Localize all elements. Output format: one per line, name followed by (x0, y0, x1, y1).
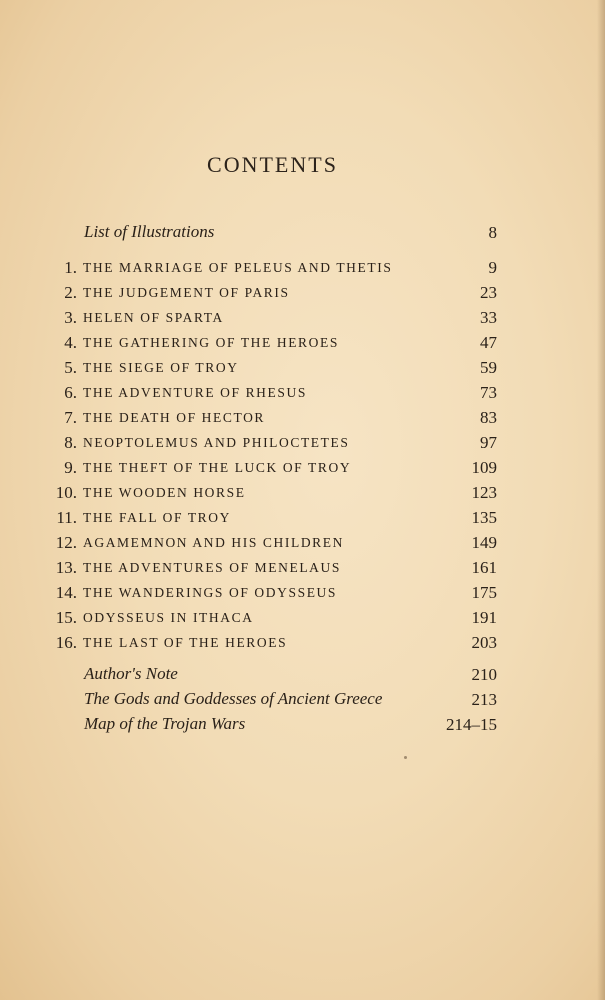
toc-chapter-row (0, 407, 605, 431)
chapter-page: 47 (480, 333, 497, 352)
chapter-page: 83 (480, 408, 497, 427)
toc-chapter-row (0, 332, 605, 356)
chapter-number: 12. (55, 533, 77, 552)
chapter-title: THE ADVENTURE OF RHESUS (83, 385, 307, 400)
chapter-page: 97 (480, 433, 497, 452)
chapter-title: HELEN OF SPARTA (83, 310, 224, 325)
chapter-page: 191 (471, 608, 497, 627)
chapter-number: 2. (64, 283, 77, 302)
chapter-page: 23 (480, 283, 497, 302)
chapter-title: THE MARRIAGE OF PELEUS AND THETIS (83, 260, 393, 275)
toc-chapter-row (0, 432, 605, 456)
chapter-page: 73 (480, 383, 497, 402)
chapter-title: THE GATHERING OF THE HEROES (83, 335, 339, 350)
chapter-number: 5. (64, 358, 77, 377)
chapter-title: THE FALL OF TROY (83, 510, 231, 525)
paper-speck (404, 756, 407, 759)
chapter-title: THE WOODEN HORSE (83, 485, 246, 500)
chapter-number: 9. (64, 458, 77, 477)
toc-entry-label: The Gods and Goddesses of Ancient Greece (84, 689, 383, 708)
toc-entry-page: 210 (471, 665, 497, 684)
chapter-page: 161 (471, 558, 497, 577)
toc-entry-page: 8 (488, 223, 497, 242)
chapter-number: 10. (55, 483, 77, 502)
chapter-title: THE ADVENTURES OF MENELAUS (83, 560, 341, 575)
chapter-number: 15. (55, 608, 77, 627)
chapter-title: THE SIEGE OF TROY (83, 360, 239, 375)
chapter-title: THE DEATH OF HECTOR (83, 410, 266, 425)
chapter-page: 203 (471, 633, 497, 652)
toc-entry-page: 213 (471, 690, 497, 709)
chapter-number: 16. (55, 633, 77, 652)
toc-entry-label: Author's Note (84, 664, 178, 683)
chapter-page: 109 (471, 458, 497, 477)
chapter-title: THE THEFT OF THE LUCK OF TROY (83, 460, 352, 475)
chapter-page: 175 (471, 583, 497, 602)
chapter-page: 135 (471, 508, 497, 527)
chapter-title: THE WANDERINGS OF ODYSSEUS (83, 585, 337, 600)
chapter-number: 3. (64, 308, 77, 327)
page-title: CONTENTS (207, 152, 338, 177)
toc-chapter-row (0, 282, 605, 306)
chapter-title: NEOPTOLEMUS AND PHILOCTETES (83, 435, 350, 450)
toc-chapter-row (0, 482, 605, 506)
toc-chapter-row (0, 507, 605, 531)
chapter-number: 8. (64, 433, 77, 452)
chapter-number: 7. (64, 408, 77, 427)
toc-chapter-row (0, 382, 605, 406)
chapter-number: 13. (55, 558, 77, 577)
chapter-page: 9 (488, 258, 497, 277)
chapter-title: THE LAST OF THE HEROES (83, 635, 288, 650)
toc-chapter-row (0, 582, 605, 606)
chapter-number: 11. (56, 508, 77, 527)
toc-chapter-row (0, 557, 605, 581)
toc-entry-label: Map of the Trojan Wars (84, 714, 246, 733)
toc-chapter-row (0, 607, 605, 631)
toc-chapter-row (0, 632, 605, 656)
toc-chapter-row (0, 307, 605, 331)
toc-chapter-row (0, 532, 605, 556)
toc-front-entry (0, 222, 605, 246)
chapter-number: 1. (64, 258, 77, 277)
chapter-page: 33 (480, 308, 497, 327)
chapter-title: ODYSSEUS IN ITHACA (83, 610, 254, 625)
toc-entry-page: 214–15 (446, 715, 497, 734)
toc-back-entry (0, 664, 605, 688)
chapter-title: AGAMEMNON AND HIS CHILDREN (83, 535, 344, 550)
toc-chapter-row (0, 357, 605, 381)
chapter-number: 14. (55, 583, 77, 602)
chapter-page: 59 (480, 358, 497, 377)
toc-back-entry (0, 714, 605, 738)
chapter-title: THE JUDGEMENT OF PARIS (83, 285, 290, 300)
chapter-page: 123 (471, 483, 497, 502)
toc-back-entry (0, 689, 605, 713)
toc-entry-label: List of Illustrations (84, 222, 215, 241)
chapter-number: 4. (64, 333, 77, 352)
chapter-page: 149 (471, 533, 497, 552)
toc-chapter-row (0, 257, 605, 281)
chapter-number: 6. (64, 383, 77, 402)
toc-chapter-row (0, 457, 605, 481)
